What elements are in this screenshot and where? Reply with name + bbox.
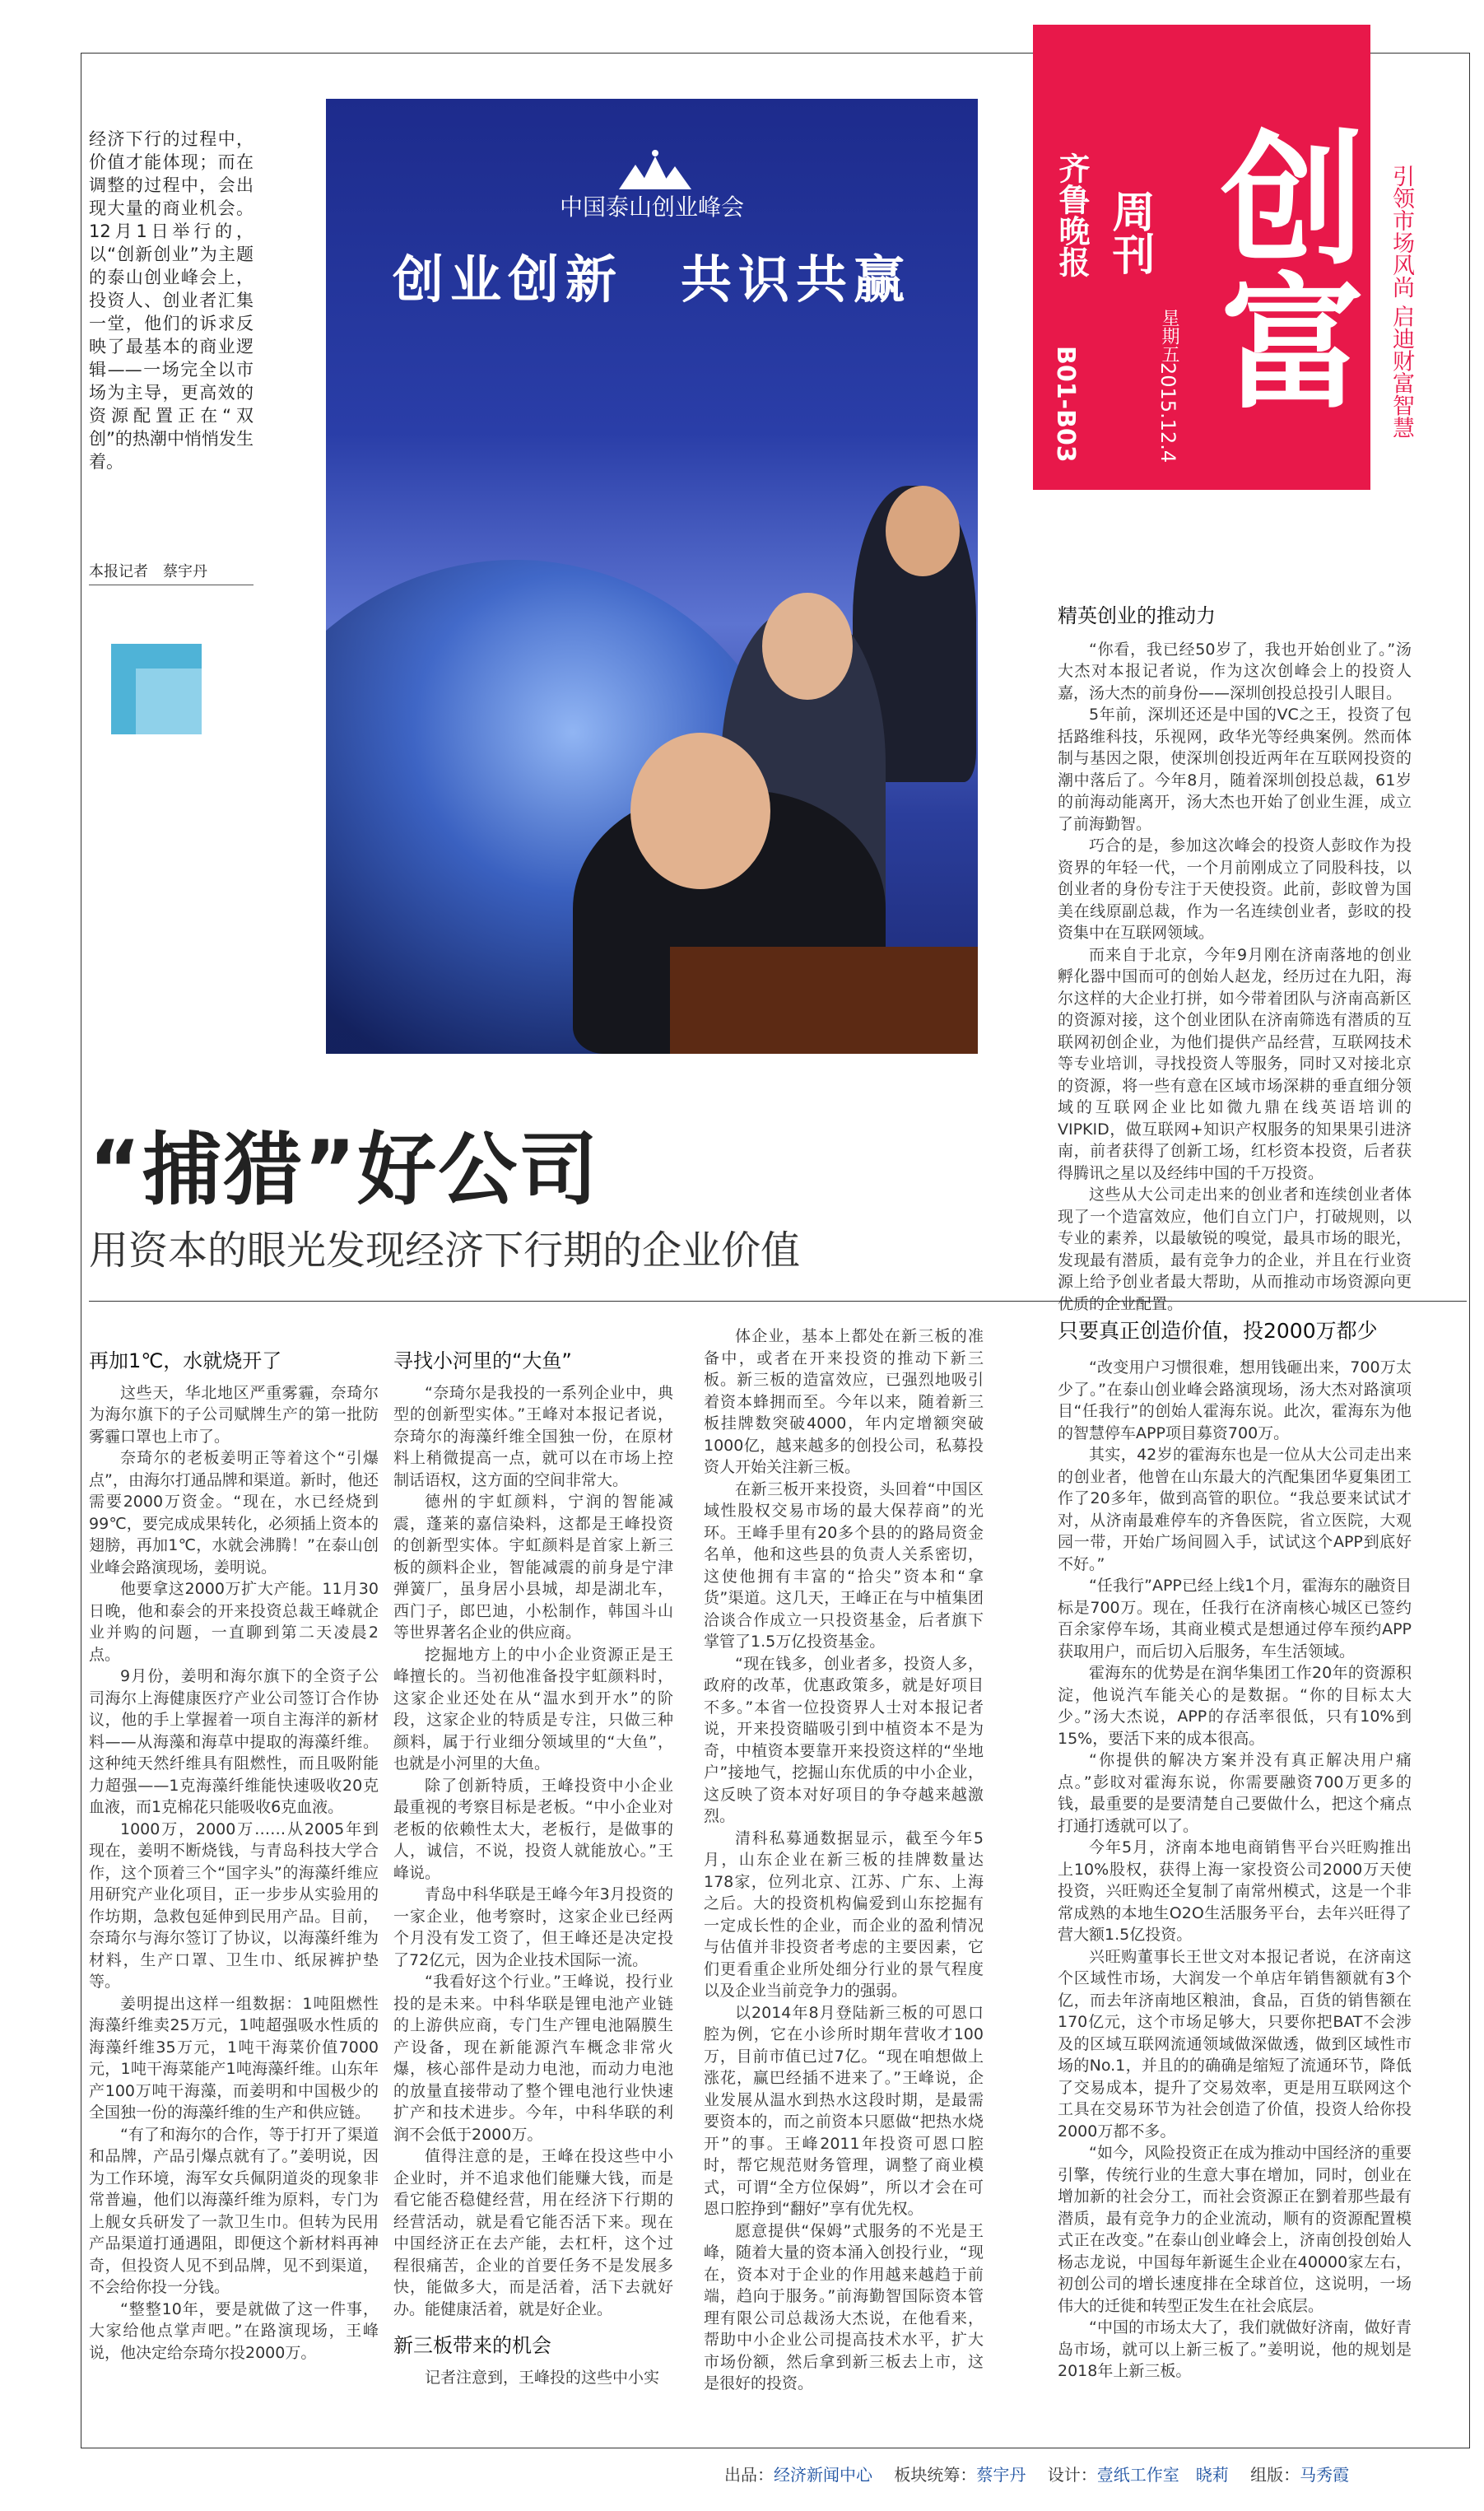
column-4b <box>1058 1317 1412 2383</box>
column-1-title: 再加1℃，水就烧开了 <box>89 1349 282 1372</box>
footer-layout: 马秀霞 <box>1300 2465 1350 2485</box>
column-2-title-2: 新三板带来的机会 <box>393 2334 551 2357</box>
byline: 本报记者 蔡宇丹 <box>89 563 207 580</box>
paragraph: 兴旺购董事长王世文对本报记者说，在济南这个区域性市场，大润发一个单店年销售额就有3个亿，而去年济南地区粮油，食品，百货的销售额在170亿元，这个市场足够大，只要你把BAT不会涉及的区域互联网流通领域做深做透，做到区域性市场的No.1，并且的的确确是缩短了流通环节，降低了交易成本，提升了交易效率，更是用互联网这个工具在交易环节为社会创造了价值，投资人给你投2000万都不多。 <box>1058 1947 1412 2141</box>
column-4-body <box>1058 639 1412 1316</box>
paragraph: “你提供的解决方案并没有真正解决用户痛点。”彭旼对霍海东说，你需要融资700万更多的钱，最重要的是要清楚自己要做什么，把这个痛点打通打透就可以了。 <box>1058 1751 1412 1835</box>
column-4 <box>1058 605 1412 1315</box>
masthead-slogan: 引领市场风尚 启迪财富智慧 <box>1389 165 1414 439</box>
speaker-middle-face <box>762 593 853 700</box>
summit-photo <box>326 99 978 1054</box>
paragraph: “如今，风险投资正在成为推动中国经济的重要引擎，传统行业的生意大事在增加，同时，创业在增加新的社会分工，而社会资源正在劉着那些最有潜质，最有竞争力的企业流动，顺有的资源配置模式正在改变。”在泰山创业峰会上，济南创投创始人杨志龙说，中国每年新诞生企业在40000家左右，初创公司的增长速度排在全球首位，这说明，一场伟大的迁徙和转型正发生在社会底层。 <box>1058 2144 1412 2315</box>
speaker-front-face <box>630 733 770 889</box>
column-1 <box>89 1350 379 2364</box>
paragraph: “改变用户习惯很难，想用钱砸出来，700万太少了。”在泰山创业峰会路演现场，汤大杰对路演项目“任我行”的创始人霍海东说。此次，霍海东为他的智慧停车APP项目募资700万。 <box>1058 1358 1412 1442</box>
footer-producer: 经济新闻中心 <box>774 2465 872 2485</box>
column-4-body-2 <box>1058 1357 1412 2383</box>
paragraph: 青岛中科华联是王峰今年3月投资的一家企业，他考察时，这家企业已经两个月没有发工资了，但王峰还是决定投了72亿元，因为企业技术国际一流。 <box>393 1885 673 1969</box>
paragraph: 除了创新特质，王峰投资中小企业最重视的考察目标是老板。“中小企业对老板的依赖性太大，老板行，是做事的人，诚信，不说，投资人就能放心。”王峰说。 <box>393 1776 673 1882</box>
decorative-square-inner <box>136 669 202 734</box>
intro-text: 经济下行的过程中，价值才能体现；而在调整的过程中，会出现大量的商业机会。12月1日举行的，以“创新创业”为主题的泰山创业峰会上，投资人、创业者汇集一堂，他们的诉求反映了最基本的商业逻辑——一场完全以市场为主导，更高效的资源配置正在“双创”的热潮中悄悄发生着。 <box>89 129 254 472</box>
lectern <box>670 947 978 1054</box>
paragraph: 愿意提供“保姆”式服务的不光是王峰，随着大量的资本涌入创投行业，“现在，资本对于企业的作用越来越趋于前端，趋向于服务。”前海勤智国际资本管理有限公司总裁汤大杰说，在他看来，帮助中小企业公司提高技术水平，扩大市场份额，然后拿到新三板去上市，这是很好的投资。 <box>704 2221 984 2392</box>
paragraph: “整整10年，要是就做了这一件事，大家给他点掌声吧。”在路演现场，王峰说，他决定给奈琦尔投2000万。 <box>89 2299 379 2362</box>
paragraph: 他要拿这2000万扩大产能。11月30日晚，他和泰会的开来投资总裁王峰就企业并购的问题，一直聊到第二天凌晨2点。 <box>89 1580 379 1664</box>
paragraph: 巧合的是，参加这次峰会的投资人彭旼作为投资界的年轻一代，一个月前刚成立了同股科技，以创业者的身份专注于天使投资。此前，彭旼曾为国美在线原副总裁，作为一名连续创业者，彭旼的投资集中在互联网领域。 <box>1058 836 1412 942</box>
paragraph: 1000万，2000万……从2005年到现在，姜明不断烧钱，与青岛科技大学合作，这个顶着三个“国字头”的海藻纤维应用研究产业化项目，正一步步从实验用的作坊期，急救包延伸到民用产品。目前，奈琦尔与海尔签订了协议，以海藻纤维为材料，生产口罩、卫生巾、纸尿裤护垫等。 <box>89 1819 379 1991</box>
column-3-body <box>704 1325 984 2395</box>
paragraph: 霍海东的优势是在润华集团工作20年的资源积淀，他说汽车能关心的是数据。“你的目标太大少。”汤大杰说，APP的存活率很低，只有10%到15%，要活下来的成本很高。 <box>1058 1664 1412 1748</box>
paragraph: 而来自于北京，今年9月刚在济南落地的创业孵化器中国而可的创始人赵龙，经历过在九阳，海尔这样的大企业打拼，如今带着团队与济南高新区的资源对接，这个创业团队在济南筛选有潜质的互联网初创企业，为他们提供产品经营，互联网技术等专业培训，寻找投资人等服务，同时又对接北京的资源，将一些有意在区域市场深耕的垂直细分领域的互联网企业比如微九鼎在线英语培训的VIPKID，做互联网+知识产权服务的知果果引进济南，前者获得了创新工场，红杉资本投资，后者获得腾讯之星以及经纬中国的千万投资。 <box>1058 945 1412 1182</box>
column-4-title: 精英创业的推动力 <box>1058 604 1216 627</box>
footer-label-coordinator: 板块统筹： <box>894 2465 977 2485</box>
paragraph: 值得注意的是，王峰在投这些中小企业时，并不追求他们能赚大钱，而是看它能否稳健经营，用在经济下行期的经营活动，就是看它能否活下来。现在中国经济正在去产能，去杠杆，这个过程很痛苦，企业的首要任务不是发展多快，能做多大，而是活着，活下去就好办。能健康活着，就是好企业。 <box>393 2147 673 2318</box>
weekly-label: 周刊 <box>1105 189 1154 275</box>
paragraph: “现在钱多，创业者多，投资人多，政府的改革，优惠政策多，就是好项目不多。”本省一位投资界人士对本报记者说，开来投资瞄吸引到中植资本不是为奇，中植资本要靠开来投资这样的“坐地户”接地气，挖掘山东优质的中小企业，这反映了资本对好项目的争夺越来越激烈。 <box>704 1654 984 1825</box>
paragraph: 以2014年8月登陆新三板的可恩口腔为例，它在小诊所时期年营收才100万，目前市值已过7亿。“现在咱想做上涨花，赢巴经插不进来了。”王峰说，企业发展从温水到热水这段时期，是最需要资本的，而之前资本只愿做“把热水烧开”的事。王峰2011年投资可恩口腔时，帮它规范财务管理，调整了商业模式，可谓“全方位保姆”，所以才会在可恩口腔挣到“翻好”享有优先权。 <box>704 2003 984 2218</box>
summit-logo-text: 中国泰山创业峰会 <box>559 193 744 221</box>
column-2 <box>393 1350 673 2388</box>
paragraph: 奈琦尔的老板姜明正等着这个“引爆点”，由海尔打通品牌和渠道。新时，他还需要2000万资金。“现在，水已经烧到99℃，要完成成果转化，必须插上资本的翅膀，再加1℃，水就会沸腾！”在泰山创业峰会路演现场，姜明说。 <box>89 1449 379 1577</box>
paragraph: 5年前，深圳还还是中国的VC之王，投资了包括路维科技，乐视网，政华光等经典案例。然而体制与基因之限，使深圳创投近两年在互联网投资的潮中落后了。今年8月，随着深圳创投总裁，61岁的前海动能离开，汤大杰也开始了创业生涯，成立了前海勤智。 <box>1058 706 1412 833</box>
paragraph: “有了和海尔的合作，等于打开了渠道和品牌，产品引爆点就有了。”姜明说，因为工作环境，海军女兵佩阴道炎的现象非常普遍，他们以海藻纤维为原料，专门为上舰女兵研发了一款卫生巾。但转为民用产品渠道打通遇阻，即便这个新材料再神奇，但投资人见不到品牌，见不到渠道，不会给你投一分钱。 <box>89 2125 379 2296</box>
page-footer <box>724 2462 1349 2485</box>
masthead <box>1033 25 1370 490</box>
footer-label-producer: 出品： <box>724 2465 774 2485</box>
paragraph: 体企业，基本上都处在新三板的准备中，或者在开来投资的推动下新三板。新三板的造富效应，已强烈地吸引着资本蜂拥而至。今年以来，随着新三板挂牌数突破4000，年内定增额突破1000亿，越来越多的创投公司，私募投资人开始关注新三板。 <box>704 1327 984 1476</box>
weekday-label: 星期五 <box>1159 309 1179 363</box>
paragraph: 记者注意到，王峰投的这些中小实 <box>425 2368 660 2387</box>
paragraph: “任我行”APP已经上线1个月，霍海东的融资目标是700万。现在，任我行在济南核心城区已签约百余家停车场，其商业模式是想通过停车预约APP获取用户，而后切入后服务，车生活领域。 <box>1058 1577 1412 1661</box>
photo-slogan: 创业创新 共识共赢 <box>392 249 911 310</box>
paragraph: “你看，我已经50岁了，我也开始创业了。”汤大杰对本报记者说，作为这次创峰会上的投资人嘉，汤大杰的前身份——深圳创投总投引人眼目。 <box>1058 640 1412 702</box>
paragraph: “奈琦尔是我投的一系列企业中，典型的创新型实体。”王峰对本报记者说，奈琦尔的海藻纤维全国独一份，在原材料上稍微提高一点，就可以在市场上控制话语权，这方面的空间非常大。 <box>393 1383 673 1489</box>
speaker-right-face <box>886 486 960 576</box>
paragraph: 德州的宇虹颜料，宁润的智能减震，蓬莱的嘉信染料，这都是王峰投资的创新型实体。宇虹颜料是首家上新三板的颜料企业，智能减震的前身是宁津弹簧厂，虽身居小县城，却是湖北车，西门子，郎巴迪，小松制作，韩国斗山等世界著名企业的供应商。 <box>393 1493 673 1642</box>
section-title: 创富 <box>1197 123 1364 412</box>
footer-design: 壹纸工作室 晓莉 <box>1096 2465 1229 2485</box>
paragraph: 挖掘地方上的中小企业资源正是王峰擅长的。当初他准备投宇虹颜料时，这家企业还处在从“温水到开水”的阶段，这家企业的特质是专注，只做三种颜料，属于行业细分领域里的“大鱼”，也就是小河里的大鱼。 <box>393 1645 673 1773</box>
paragraph: 这些天，华北地区严重雾霾，奈琦尔为海尔旗下的子公司赋牌生产的第一批防雾霾口罩也上市了。 <box>89 1383 379 1446</box>
headline: “捕猎”好公司 <box>89 1124 600 1216</box>
column-2-body-2 <box>393 2367 673 2389</box>
column-4-title-2: 只要真正创造价值，投2000万都少 <box>1058 1319 1378 1343</box>
page-range: B01-B03 <box>1051 346 1080 463</box>
paragraph: 清科私募通数据显示，截至今年5月，山东企业在新三板的挂牌数量达178家，位列北京、江苏、广东、上海之后。大的投资机构偏爱到山东挖掘有一定成长性的企业，而企业的盈利情况与估值并非投资者考虑的主要因素，它们更看重企业所处细分行业的景气程度以及企业当前竞争力的强弱。 <box>704 1829 984 2000</box>
footer-label-layout: 组版： <box>1250 2465 1300 2485</box>
paragraph: 今年5月，济南本地电商销售平台兴旺购推出上10%股权，获得上海一家投资公司2000万天使投资，兴旺购还全复制了南常州模式，这是一个非常成熟的本地生O2O生活服务平台，去年兴旺得了营大额1.5亿投资。 <box>1058 1838 1412 1944</box>
paragraph: 姜明提出这样一组数据：1吨阻燃性海藻纤维卖25万元，1吨超强吸水性质的海藻纤维35万元，1吨干海菜价值7000元，1吨干海菜能产1吨海藻纤维。山东年产100万吨干海藻，而姜明和中国极少的全国独一份的海藻纤维的生产和供应链。 <box>89 1994 379 2122</box>
subheadline: 用资本的眼光发现经济下行期的企业价值 <box>89 1228 801 1274</box>
paragraph: 其实，42岁的霍海东也是一位从大公司走出来的创业者，他曾在山东最大的汽配集团华夏集团工作了20多年，做到高管的职位。“我总要来试试才对，从济南最难停车的齐鲁医院，省立医院，大观园一带，开始广场间圆入手，试试这个APP到底好不好。” <box>1058 1446 1412 1573</box>
column-2-title: 寻找小河里的“大鱼” <box>393 1349 572 1372</box>
footer-coordinator: 蔡宇丹 <box>976 2465 1026 2485</box>
paragraph: “中国的市场太大了，我们就做好济南，做好青岛市场，就可以上新三板了。”姜明说，他的规划是2018年上新三板。 <box>1058 2318 1412 2380</box>
footer-label-design: 设计： <box>1047 2465 1097 2485</box>
paragraph: 9月份，姜明和海尔旗下的全资子公司海尔上海健康医疗产业公司签订合作协议，他的手上掌握着一项自主海洋的新材料——从海藻和海草中提取的海藻纤维。这种纯天然纤维具有阻燃性，而且吸附能力超强——1克海藻纤维能快速吸收20克血液，而1克棉花只能吸收6克血液。 <box>89 1667 379 1816</box>
paper-name: 齐鲁晚报 <box>1054 152 1091 277</box>
paragraph: 这些从大公司走出来的创业者和连续创业者体现了一个造富效应，他们自立门户，打破规则，以专业的素养，以最敏锐的嗅觉，最具市场的眼光，发现最有潜质，最有竞争力的企业，并且在行业资源上给予创业者最大帮助，从而推动市场资源向更优质的企业配置。 <box>1058 1186 1412 1313</box>
column-2-body <box>393 1382 673 2321</box>
column-1-body <box>89 1382 379 2364</box>
paragraph: 在新三板开来投资，头回着“中国区域性股权交易市场的最大保荐商”的光环。王峰手里有20多个县的的路局资金名单，他和这些县的负责人关系密切，这使他拥有丰富的“拾尖”资本和“拿货”渠道。这几天，王峰正在与中植集团洽谈合作成立一只投资基金，后者旗下掌管了1.5万亿投资基金。 <box>704 1479 984 1651</box>
paragraph: “我看好这个行业。”王峰说，投行业投的是未来。中科华联是锂电池产业链的上游供应商，专门生产锂电池隔膜生产设备，现在新能源汽车概念非常火爆，核心部件是动力电池，而动力电池的放量直接带动了整个锂电池行业快速扩产和技术进步。今年，中科华联的利润不会低于2000万。 <box>393 1973 673 2144</box>
column-3 <box>704 1325 984 2395</box>
issue-date: 2015.12.4 <box>1156 362 1179 464</box>
